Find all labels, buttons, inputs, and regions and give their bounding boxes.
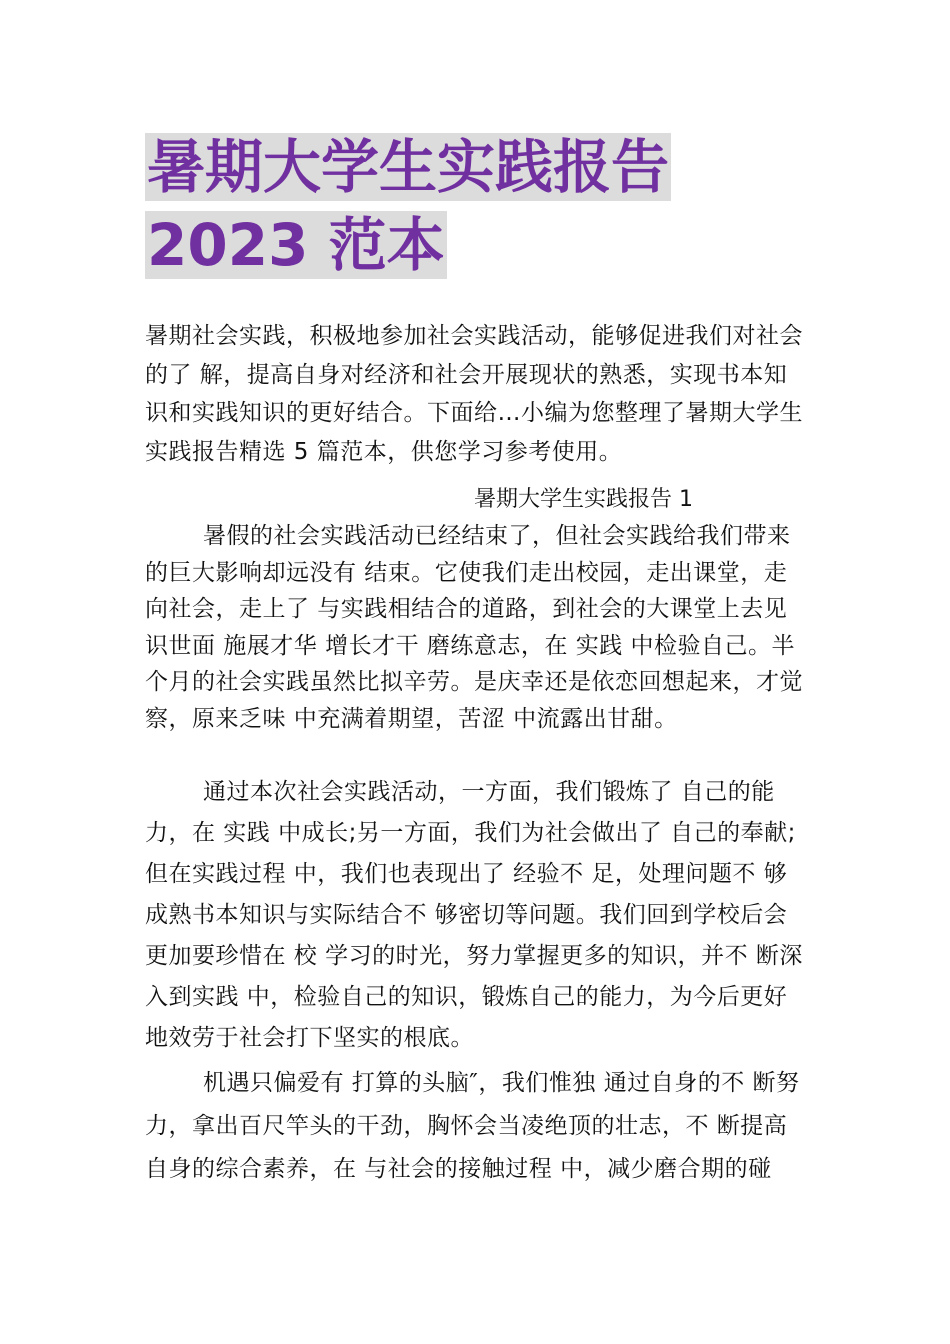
intro-paragraph: 暑期社会实践，积极地参加社会实践活动，能够促进我们对社会的了 解，提高自身对经济和社会开展现状的熟悉，实现书本知识和实践知识的更好结合。下面给…小编为您整理了暑期大学生实践报告精选 5 篇范本，供您学习参考使用。 bbox=[145, 323, 803, 465]
section-title: 暑期大学生实践报告 1 bbox=[474, 487, 693, 512]
body-paragraph-2: 通过本次社会实践活动，一方面，我们锻炼了 自己的能力，在 实践 中成长;另一方面，我们为社会做出了 自己的奉献;但在实践过程 中，我们也表现出了 经验不 足，处理问题不 够成熟书本知识与实际结合不 够密切等问题。我们回到学校后会更加要珍惜在 校 学习的时光，努力掌握更多的知识，并不 断深入到实践 中，检验自己的知识，锻炼自己的能力，为今后更好地效劳于社会打下坚实的根底。 bbox=[145, 779, 803, 1051]
document-title-text: 暑期大学生实践报告 2023 范本 bbox=[147, 133, 670, 279]
document-title bbox=[145, 128, 815, 284]
body-paragraph-1: 暑假的社会实践活动已经结束了，但社会实践给我们带来的巨大影响却远没有 结束。它使我们走出校园，走出课堂，走向社会，走上了 与实践相结合的道路，到社会的大课堂上去见识世面 施展才华 增长才干 磨练意志，在 实践 中检验自己。半个月的社会实践虽然比拟辛劳。是庆幸还是依恋回想起来，才觉察，原来乏味 中充满着期望，苦涩 中流露出甘甜。 bbox=[145, 523, 803, 732]
body-paragraph-3: 机遇只偏爱有 打算的头脑″，我们惟独 通过自身的不 断努力，拿出百尺竿头的干劲，胸怀会当凌绝顶的壮志，不 断提高自身的综合素养，在 与社会的接触过程 中，减少磨合期的碰 bbox=[145, 1070, 800, 1182]
